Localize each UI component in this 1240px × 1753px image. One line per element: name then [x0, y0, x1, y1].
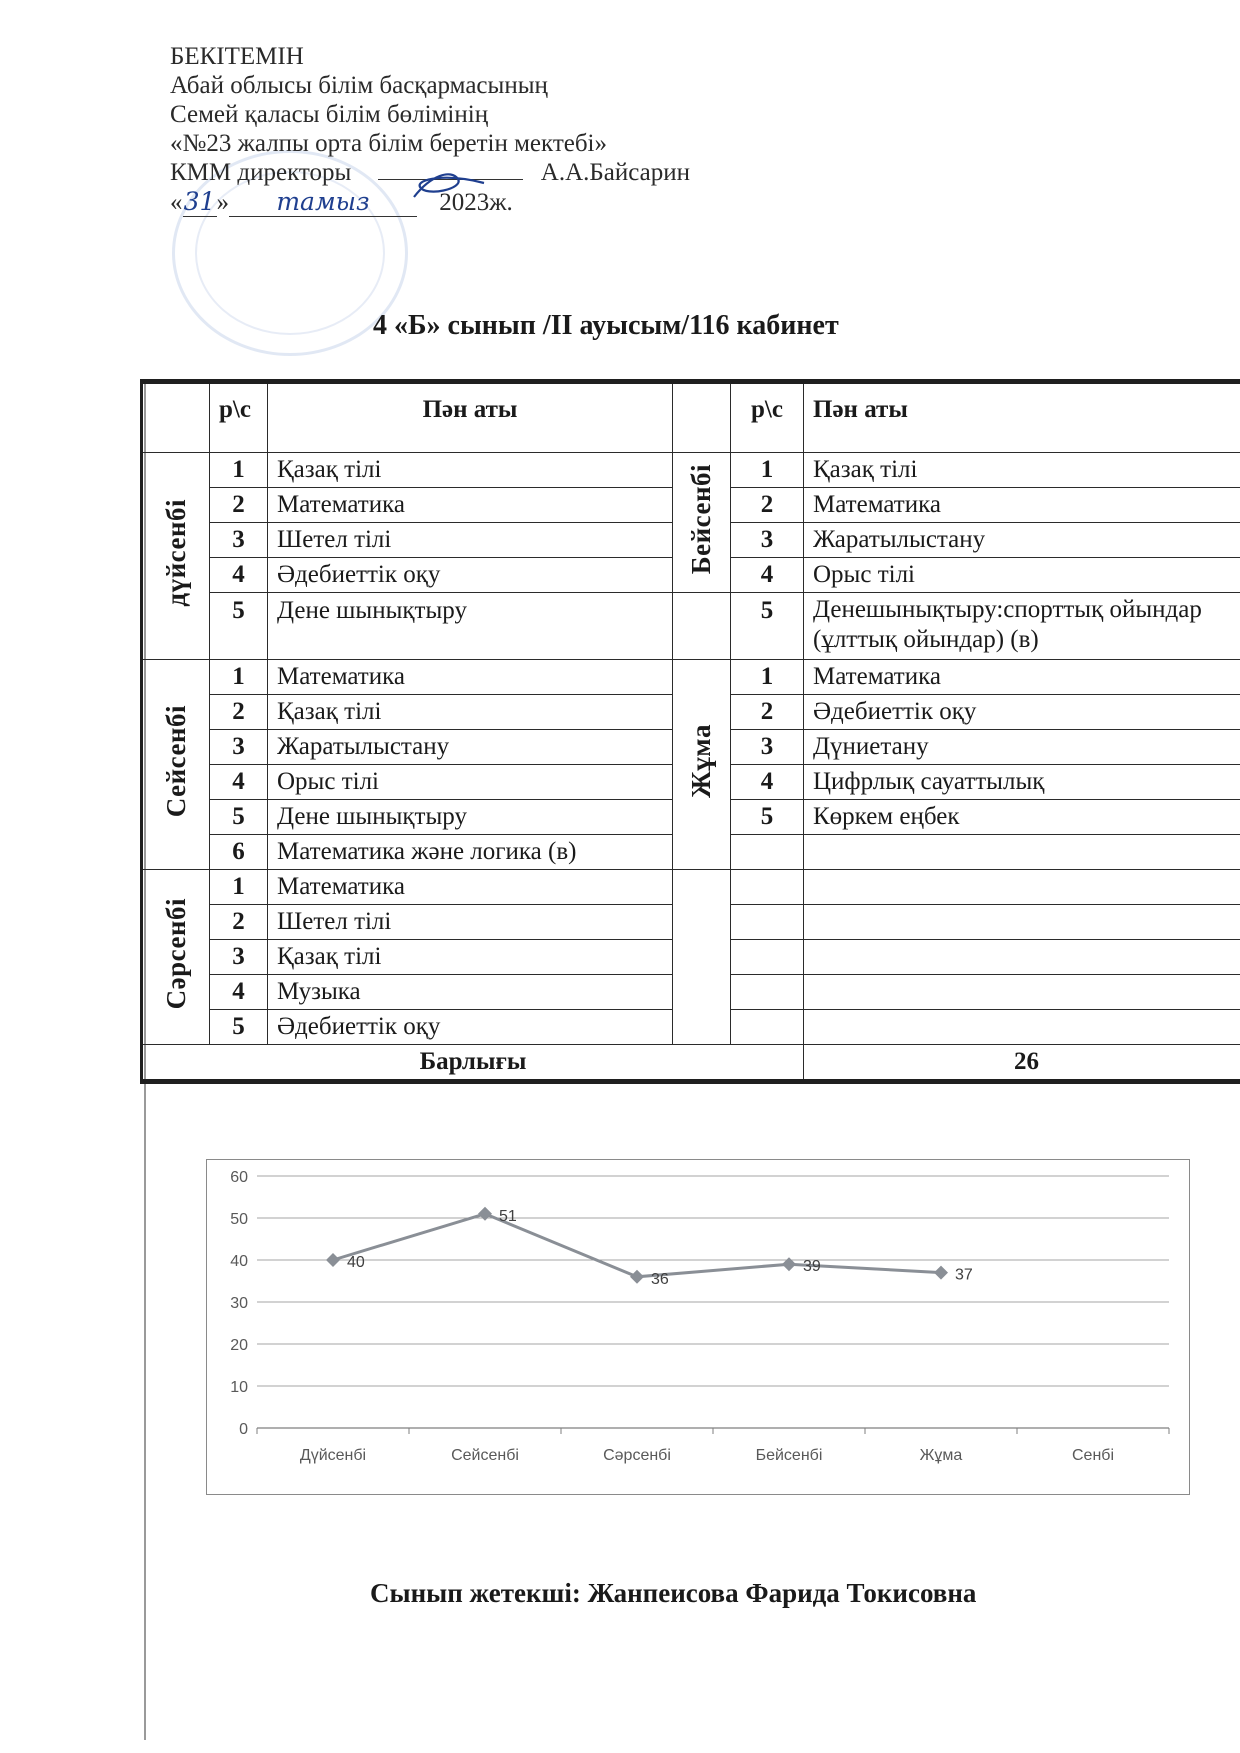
lesson-number: 1 [210, 660, 268, 695]
y-tick-label: 10 [230, 1379, 248, 1396]
lesson-number: 5 [210, 800, 268, 835]
lesson-number: 5 [731, 800, 804, 835]
num-header-left: р\с [210, 382, 268, 453]
subject-cell: Әдебиеттік оқу [268, 558, 673, 593]
lesson-number: 6 [210, 835, 268, 870]
subject-cell: Қазақ тілі [268, 695, 673, 730]
total-value: 26 [804, 1045, 1240, 1082]
subject-cell: Қазақ тілі [268, 453, 673, 488]
x-tick-label: Дүйсенбі [299, 1447, 367, 1464]
empty-cell [804, 975, 1240, 1010]
subject-cell: Қазақ тілі [268, 940, 673, 975]
signature-blank [378, 179, 523, 180]
subject-cell: Орыс тілі [804, 558, 1240, 593]
table-row [142, 870, 1240, 905]
lesson-number: 1 [731, 453, 804, 488]
subject-header-left: Пән аты [268, 382, 673, 453]
empty-cell [731, 870, 804, 905]
y-tick-label: 0 [239, 1421, 248, 1438]
day-tuesday: Сейсенбі [142, 660, 210, 870]
approval-line-3: «№23 жалпы орта білім беретін мектебі» [170, 130, 607, 157]
lesson-number: 5 [731, 593, 804, 660]
subject-cell: Шетел тілі [268, 523, 673, 558]
subject-cell: Әдебиеттік оқу [268, 1010, 673, 1045]
lesson-number: 3 [210, 730, 268, 765]
lesson-number: 3 [731, 523, 804, 558]
lesson-number: 2 [210, 905, 268, 940]
class-title: 4 «Б» сынып /ІІ ауысым/116 кабинет [373, 310, 839, 341]
subject-cell: Музыка [268, 975, 673, 1010]
approval-line-2: Семей қаласы білім бөлімінің [170, 101, 489, 128]
subject-cell: Жаратылыстану [804, 523, 1240, 558]
x-tick-label: Сенбі [1071, 1447, 1115, 1464]
empty-day-cell [673, 593, 731, 660]
lesson-number: 5 [210, 1010, 268, 1045]
data-point [782, 1257, 796, 1271]
lesson-number: 2 [210, 488, 268, 523]
table-row [142, 593, 1240, 660]
corner-cell [142, 382, 210, 453]
day-wednesday: Сәрсенбі [142, 870, 210, 1045]
empty-cell [731, 1010, 804, 1045]
date-day: 31 [183, 187, 216, 216]
subject-cell: Қазақ тілі [804, 453, 1240, 488]
lesson-number: 2 [731, 488, 804, 523]
empty-cell [731, 905, 804, 940]
series-line [333, 1214, 941, 1277]
subject-cell: Цифрлық сауаттылық [804, 765, 1240, 800]
empty-cell [731, 975, 804, 1010]
x-tick-label: Бейсенбі [755, 1447, 823, 1464]
table-row [142, 660, 1240, 695]
subject-cell: Әдебиеттік оқу [804, 695, 1240, 730]
schedule-table-wrapper [140, 379, 1240, 1084]
subject-cell: Шетел тілі [268, 905, 673, 940]
lesson-number: 4 [210, 975, 268, 1010]
schedule-table [140, 379, 1240, 1084]
subject-cell: Математика [804, 488, 1240, 523]
lesson-number: 2 [210, 695, 268, 730]
data-point [630, 1270, 644, 1284]
x-tick-label: Жұма [919, 1447, 963, 1464]
day-header-right [673, 382, 731, 453]
empty-cell [804, 870, 1240, 905]
lesson-number: 1 [210, 870, 268, 905]
day-thursday: Бейсенбі [673, 453, 731, 593]
date-close-quote: » [216, 189, 229, 216]
chart-canvas [207, 1160, 1189, 1494]
date-month: тамыз [229, 187, 417, 217]
y-tick-label: 40 [230, 1253, 248, 1270]
lesson-number: 4 [731, 558, 804, 593]
subject-cell: Орыс тілі [268, 765, 673, 800]
data-point [326, 1253, 340, 1267]
data-label: 51 [499, 1207, 517, 1225]
data-point [934, 1266, 948, 1280]
approval-block [170, 42, 690, 217]
lesson-number: 5 [210, 593, 268, 660]
data-label: 36 [651, 1270, 669, 1288]
date-year: 2023ж. [439, 189, 513, 216]
y-tick-label: 60 [230, 1169, 248, 1186]
lesson-number: 4 [731, 765, 804, 800]
lesson-number: 3 [210, 523, 268, 558]
total-row [142, 1045, 1240, 1082]
empty-cell [804, 940, 1240, 975]
lesson-number: 1 [731, 660, 804, 695]
subject-cell: Математика [804, 660, 1240, 695]
x-tick-label: Сейсенбі [451, 1447, 519, 1464]
num-header-right: р\с [731, 382, 804, 453]
data-label: 37 [955, 1266, 973, 1284]
lesson-number: 3 [731, 730, 804, 765]
subject-cell: Жаратылыстану [268, 730, 673, 765]
empty-cell [731, 940, 804, 975]
approval-line-1: Абай облысы білім басқармасының [170, 72, 548, 99]
total-label: Барлығы [142, 1045, 804, 1082]
subject-header-right: Пән аты [804, 382, 1240, 453]
weekly-load-chart [206, 1159, 1190, 1495]
subject-cell: Көркем еңбек [804, 800, 1240, 835]
empty-day-cell [673, 870, 731, 1045]
director-line [170, 158, 690, 187]
subject-cell: Денешынықтыру:спорттық ойындар (ұлттық ойындар) (в) [804, 593, 1240, 660]
y-tick-label: 20 [230, 1337, 248, 1354]
lesson-number: 2 [731, 695, 804, 730]
table-header-row [142, 382, 1240, 453]
lesson-number: 1 [210, 453, 268, 488]
subject-cell: Дүниетану [804, 730, 1240, 765]
day-monday: дүйсенбі [142, 453, 210, 660]
x-tick-label: Сәрсенбі [603, 1447, 671, 1464]
class-teacher: Сынып жетекші: Жанпеисова Фарида Токисовна [370, 1578, 977, 1608]
empty-cell [731, 835, 804, 870]
lesson-number: 4 [210, 765, 268, 800]
subject-cell: Математика және логика (в) [268, 835, 673, 870]
subject-cell: Математика [268, 660, 673, 695]
lesson-number: 4 [210, 558, 268, 593]
data-label: 40 [347, 1254, 365, 1271]
y-tick-label: 30 [230, 1295, 248, 1312]
subject-cell: Математика [268, 488, 673, 523]
empty-cell [804, 1010, 1240, 1045]
day-friday: Жұма [673, 660, 731, 870]
y-tick-label: 50 [230, 1211, 248, 1228]
director-name: А.А.Байсарин [540, 159, 690, 186]
subject-cell: Дене шынықтыру [268, 593, 673, 660]
date-line [170, 187, 690, 217]
subject-cell: Математика [268, 870, 673, 905]
approval-heading: БЕКІТЕМІН [170, 43, 304, 70]
empty-cell [804, 905, 1240, 940]
data-label: 39 [803, 1258, 821, 1276]
lesson-number: 3 [210, 940, 268, 975]
director-position: КММ директоры [170, 159, 352, 186]
subject-cell: Дене шынықтыру [268, 800, 673, 835]
data-point [478, 1207, 492, 1221]
empty-cell [804, 835, 1240, 870]
date-open-quote: « [170, 189, 183, 216]
table-row [142, 453, 1240, 488]
